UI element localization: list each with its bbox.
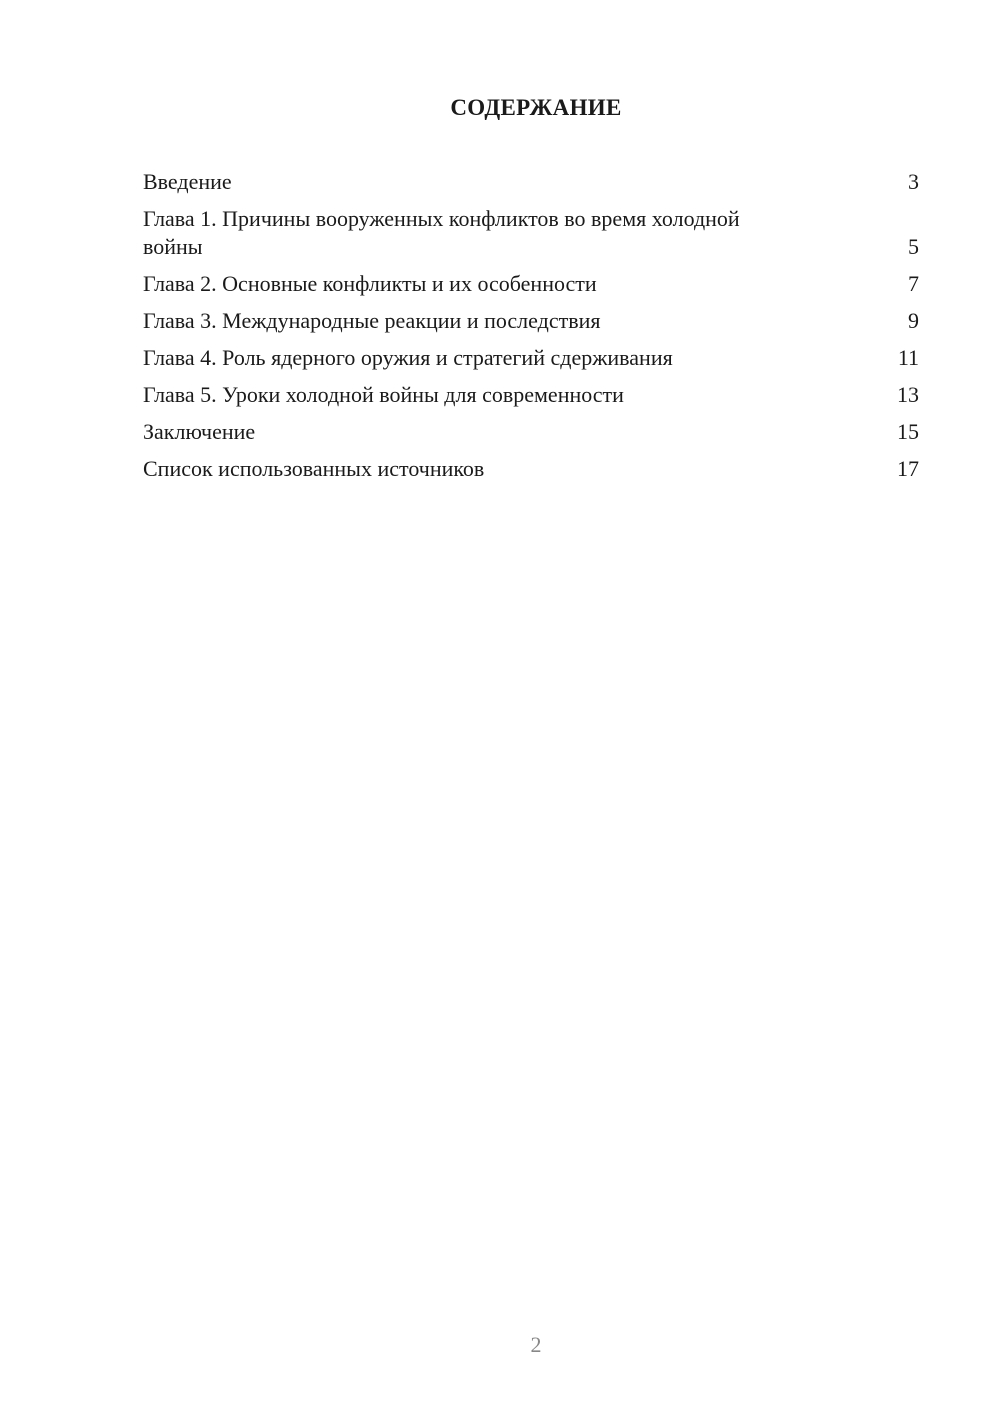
- page-number: 2: [530, 1332, 542, 1357]
- toc-item-page: 9: [908, 308, 919, 333]
- toc-item-page: 7: [908, 271, 919, 296]
- toc-item-label: Введение: [143, 169, 232, 194]
- toc-item-chapter-3[interactable]: [143, 307, 919, 335]
- toc-item-page: 17: [897, 456, 919, 481]
- table-of-contents: [143, 168, 919, 492]
- toc-item-page: 13: [897, 382, 919, 407]
- toc-item-conclusion[interactable]: [143, 418, 919, 446]
- toc-item-chapter-1[interactable]: [143, 205, 919, 261]
- toc-item-references[interactable]: [143, 455, 919, 483]
- toc-item-label: Глава 5. Уроки холодной войны для современности: [143, 382, 624, 407]
- toc-item-label: Заключение: [143, 419, 256, 444]
- toc-item-label: Список использованных источников: [143, 456, 485, 481]
- toc-item-label: Глава 1. Причины вооруженных конфликтов во время холодной войны: [143, 206, 740, 259]
- toc-item-page: 5: [908, 234, 919, 259]
- toc-item-page: 3: [908, 169, 919, 194]
- toc-item-page: 11: [897, 345, 919, 370]
- toc-item-chapter-2[interactable]: [143, 270, 919, 298]
- toc-item-chapter-5[interactable]: [143, 381, 919, 409]
- toc-item-introduction[interactable]: [143, 168, 919, 196]
- toc-item-label: Глава 4. Роль ядерного оружия и стратегий сдерживания: [143, 345, 673, 370]
- toc-item-label: Глава 2. Основные конфликты и их особенности: [143, 271, 597, 296]
- toc-item-page: 15: [897, 419, 919, 444]
- toc-item-chapter-4[interactable]: [143, 344, 919, 372]
- page-title: СОДЕРЖАНИЕ: [450, 95, 622, 120]
- toc-item-label: Глава 3. Международные реакции и последствия: [143, 308, 601, 333]
